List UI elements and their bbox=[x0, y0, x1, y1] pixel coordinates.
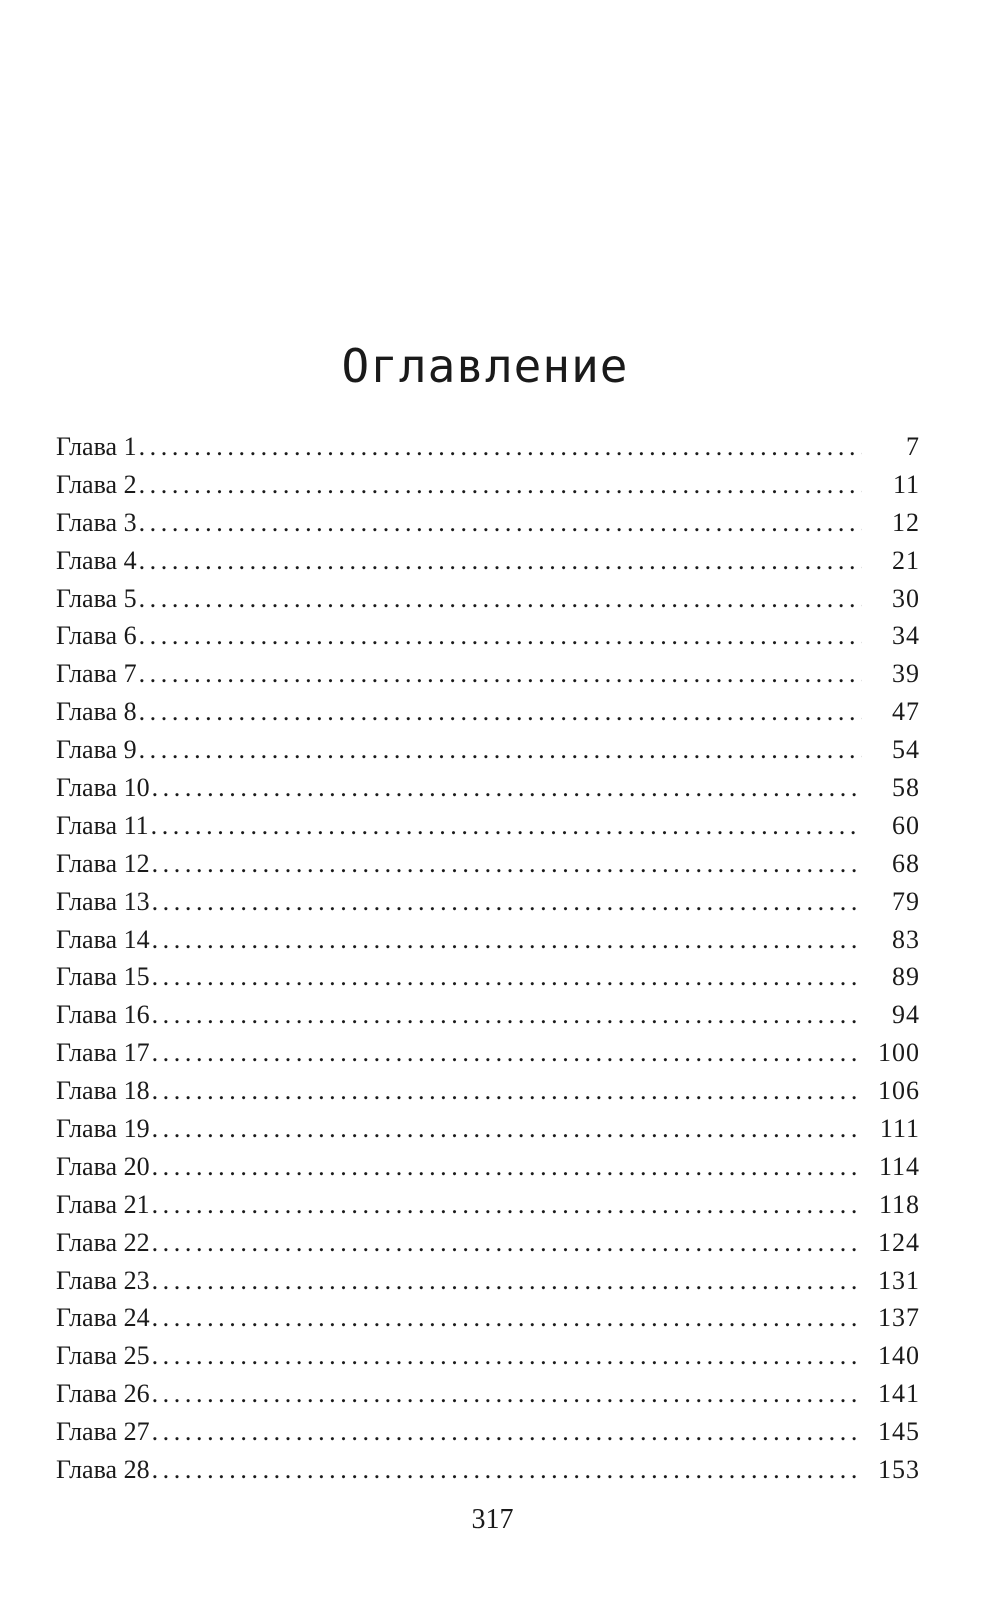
toc-entry bbox=[56, 1186, 920, 1224]
toc-dot-leader bbox=[152, 1375, 862, 1413]
toc-entry-page: 39 bbox=[892, 659, 920, 689]
toc-entry bbox=[56, 1337, 920, 1375]
toc-entry-page: 83 bbox=[892, 924, 920, 954]
toc-entry-label: Глава 20 bbox=[56, 1151, 150, 1181]
toc-dot-leader bbox=[152, 1148, 862, 1186]
toc-entry bbox=[56, 996, 920, 1034]
toc-entry-page: 141 bbox=[878, 1379, 920, 1409]
toc-entry bbox=[56, 1451, 920, 1489]
toc-dot-leader bbox=[152, 1186, 862, 1224]
toc-entry-page: 58 bbox=[892, 773, 920, 803]
toc-entry-label: Глава 9 bbox=[56, 735, 137, 765]
toc-entry-page: 153 bbox=[878, 1455, 920, 1485]
toc-entry bbox=[56, 1375, 920, 1413]
page-number: 317 bbox=[471, 1504, 514, 1535]
toc-entry-label: Глава 16 bbox=[56, 1000, 150, 1030]
toc-entry-label: Глава 4 bbox=[56, 545, 137, 575]
toc-dot-leader bbox=[152, 996, 862, 1034]
toc-entry-label: Глава 24 bbox=[56, 1303, 150, 1333]
toc-entry bbox=[56, 769, 920, 807]
toc-dot-leader bbox=[152, 1451, 862, 1489]
toc-entry bbox=[56, 504, 920, 542]
toc-entry-page: 12 bbox=[892, 507, 920, 537]
toc-entry bbox=[56, 1148, 920, 1186]
toc-entry-label: Глава 27 bbox=[56, 1417, 150, 1447]
toc-dot-leader bbox=[152, 769, 862, 807]
toc-entry bbox=[56, 1072, 920, 1110]
toc-entry bbox=[56, 883, 920, 921]
toc-entry-label: Глава 6 bbox=[56, 621, 137, 651]
toc-entry-page: 106 bbox=[878, 1076, 920, 1106]
toc-entry-page: 68 bbox=[892, 848, 920, 878]
toc-entry bbox=[56, 958, 920, 996]
toc-entry-page: 11 bbox=[892, 469, 920, 499]
toc-entry-label: Глава 2 bbox=[56, 469, 137, 499]
toc-entry bbox=[56, 1262, 920, 1300]
toc-entry-label: Глава 7 bbox=[56, 659, 137, 689]
toc-dot-leader bbox=[152, 958, 862, 996]
toc-entry-page: 145 bbox=[878, 1417, 920, 1447]
toc-entry-label: Глава 21 bbox=[56, 1189, 150, 1219]
toc-entry bbox=[56, 428, 920, 466]
toc-dot-leader bbox=[151, 807, 862, 845]
toc-entry-page: 47 bbox=[892, 697, 920, 727]
toc-entry bbox=[56, 807, 920, 845]
toc-entry-page: 94 bbox=[892, 1000, 920, 1030]
toc-entry bbox=[56, 655, 920, 693]
toc-dot-leader bbox=[152, 1224, 862, 1262]
toc-dot-leader bbox=[139, 504, 862, 542]
toc-entry-page: 21 bbox=[892, 545, 920, 575]
toc-entry-page: 60 bbox=[892, 810, 920, 840]
toc-entry-page: 111 bbox=[879, 1114, 920, 1144]
toc-dot-leader bbox=[152, 1413, 862, 1451]
toc-list bbox=[56, 428, 920, 1489]
toc-entry-page: 54 bbox=[892, 735, 920, 765]
toc-entry bbox=[56, 580, 920, 618]
toc-entry-page: 137 bbox=[878, 1303, 920, 1333]
toc-dot-leader bbox=[139, 693, 862, 731]
toc-heading: Оглавление bbox=[341, 339, 629, 393]
toc-entry-page: 114 bbox=[878, 1151, 920, 1181]
toc-entry bbox=[56, 542, 920, 580]
toc-entry-page: 140 bbox=[878, 1341, 920, 1371]
toc-entry-label: Глава 26 bbox=[56, 1379, 150, 1409]
toc-entry-label: Глава 22 bbox=[56, 1227, 150, 1257]
toc-dot-leader bbox=[152, 845, 862, 883]
toc-dot-leader bbox=[139, 617, 862, 655]
toc-entry bbox=[56, 731, 920, 769]
toc-dot-leader bbox=[139, 542, 862, 580]
toc-entry-label: Глава 25 bbox=[56, 1341, 150, 1371]
toc-entry bbox=[56, 1413, 920, 1451]
toc-entry-page: 34 bbox=[892, 621, 920, 651]
toc-dot-leader bbox=[152, 921, 862, 959]
toc-dot-leader bbox=[152, 1034, 862, 1072]
toc-dot-leader bbox=[139, 428, 862, 466]
toc-entry bbox=[56, 921, 920, 959]
toc-entry-page: 79 bbox=[892, 886, 920, 916]
toc-entry-label: Глава 17 bbox=[56, 1038, 150, 1068]
toc-entry-label: Глава 3 bbox=[56, 507, 137, 537]
toc-entry-page: 131 bbox=[878, 1265, 920, 1295]
toc-dot-leader bbox=[139, 466, 862, 504]
toc-entry-label: Глава 14 bbox=[56, 924, 150, 954]
toc-entry bbox=[56, 617, 920, 655]
toc-dot-leader bbox=[139, 655, 862, 693]
toc-entry-label: Глава 13 bbox=[56, 886, 150, 916]
toc-entry-page: 7 bbox=[906, 432, 920, 461]
toc-entry bbox=[56, 1299, 920, 1337]
toc-entry-label: Глава 23 bbox=[56, 1265, 150, 1295]
toc-entry-label: Глава 11 bbox=[56, 810, 149, 840]
toc-entry bbox=[56, 466, 920, 504]
toc-entry-label: Глава 19 bbox=[56, 1114, 150, 1144]
toc-entry-label: Глава 10 bbox=[56, 773, 150, 803]
toc-entry bbox=[56, 1224, 920, 1262]
toc-dot-leader bbox=[139, 580, 862, 618]
toc-dot-leader bbox=[152, 883, 862, 921]
toc-entry-page: 118 bbox=[878, 1189, 920, 1219]
toc-entry bbox=[56, 1110, 920, 1148]
toc-entry-page: 89 bbox=[892, 962, 920, 992]
toc-entry-page: 124 bbox=[878, 1227, 920, 1257]
toc-entry-label: Глава 1 bbox=[56, 432, 137, 461]
toc-entry-label: Глава 12 bbox=[56, 848, 150, 878]
toc-dot-leader bbox=[152, 1262, 862, 1300]
toc-entry-label: Глава 8 bbox=[56, 697, 137, 727]
toc-dot-leader bbox=[152, 1299, 862, 1337]
toc-dot-leader bbox=[139, 731, 862, 769]
toc-entry-label: Глава 15 bbox=[56, 962, 150, 992]
toc-entry-page: 30 bbox=[892, 583, 920, 613]
toc-entry-label: Глава 18 bbox=[56, 1076, 150, 1106]
toc-entry-label: Глава 28 bbox=[56, 1455, 150, 1485]
toc-dot-leader bbox=[152, 1337, 862, 1375]
toc-dot-leader bbox=[152, 1072, 862, 1110]
toc-entry bbox=[56, 693, 920, 731]
toc-entry-page: 100 bbox=[878, 1038, 920, 1068]
toc-entry bbox=[56, 1034, 920, 1072]
toc-entry bbox=[56, 845, 920, 883]
toc-entry-label: Глава 5 bbox=[56, 583, 137, 613]
toc-dot-leader bbox=[152, 1110, 862, 1148]
